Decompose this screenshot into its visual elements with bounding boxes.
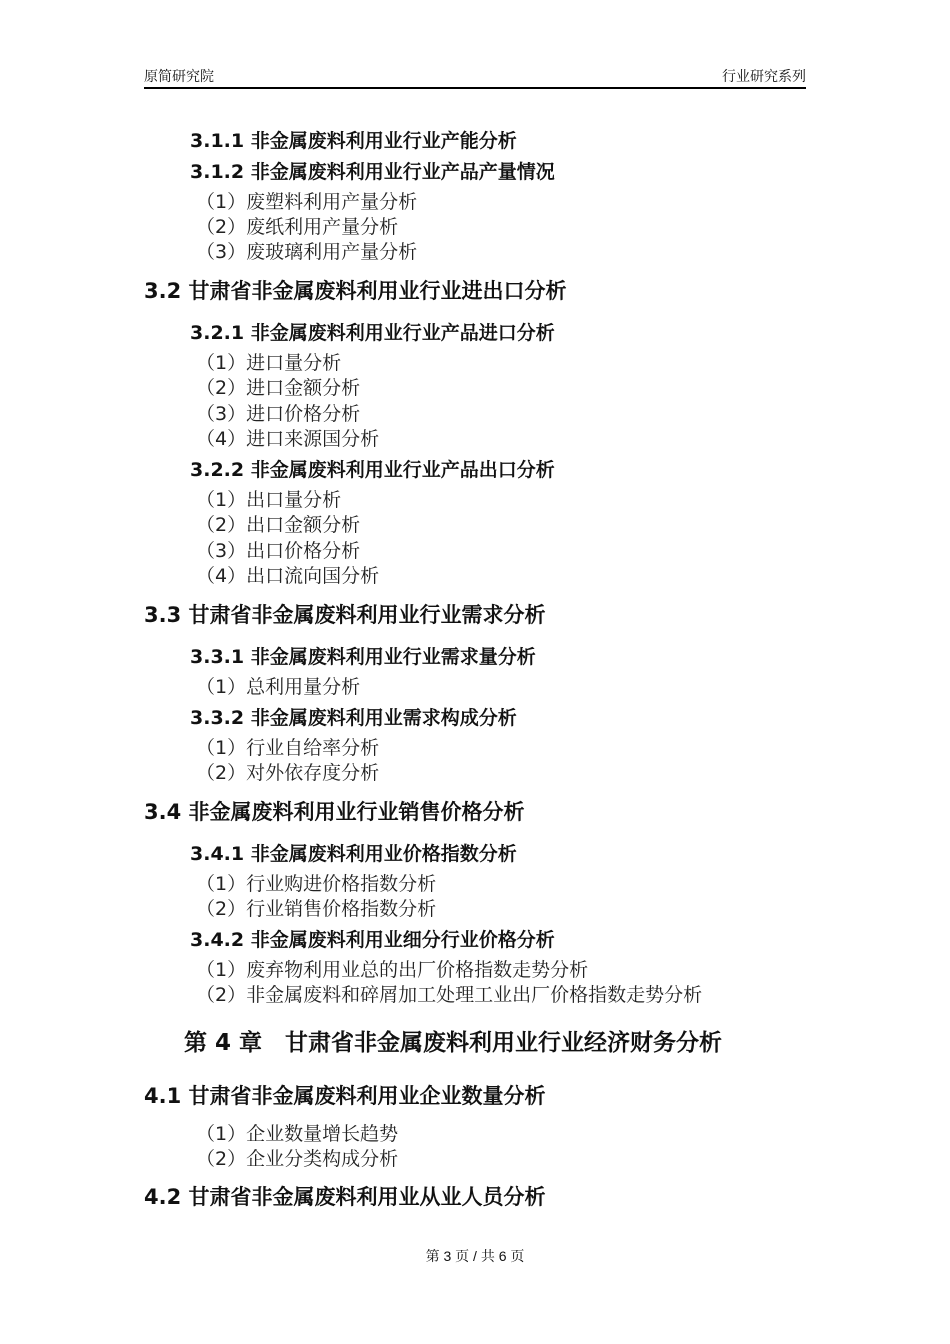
toc-entry: （1）进口量分析 <box>196 352 342 374</box>
toc-entry: 3.1.1 非金属废料利用业行业产能分析 <box>190 130 517 152</box>
toc-entry: （1）行业自给率分析 <box>196 737 380 759</box>
toc-entry: 4.1 甘肃省非金属废料利用业企业数量分析 <box>144 1084 546 1108</box>
toc-entry: （1）废塑料利用产量分析 <box>196 191 418 213</box>
toc-entry: （2）企业分类构成分析 <box>196 1148 399 1170</box>
header-organization: 原简研究院 <box>144 68 214 84</box>
header-divider <box>144 87 806 89</box>
toc-entry: 3.2 甘肃省非金属废料利用业行业进出口分析 <box>144 279 567 303</box>
toc-entry: （1）企业数量增长趋势 <box>196 1123 399 1145</box>
toc-entry: （1）行业购进价格指数分析 <box>196 873 437 895</box>
toc-entry: （2）出口金额分析 <box>196 514 361 536</box>
toc-entry: （2）进口金额分析 <box>196 377 361 399</box>
toc-entry: （2）废纸利用产量分析 <box>196 216 399 238</box>
toc-entry: （1）废弃物利用业总的出厂价格指数走势分析 <box>196 959 589 981</box>
header-series: 行业研究系列 <box>722 68 806 84</box>
toc-entry: 3.3.1 非金属废料利用业行业需求量分析 <box>190 646 536 668</box>
toc-entry: 4.2 甘肃省非金属废料利用业从业人员分析 <box>144 1185 546 1209</box>
toc-entry: （2）行业销售价格指数分析 <box>196 898 437 920</box>
toc-entry: （2）非金属废料和碎屑加工处理工业出厂价格指数走势分析 <box>196 984 703 1006</box>
page-number: 第 3 页 / 共 6 页 <box>425 1248 525 1264</box>
toc-entry: （1）总利用量分析 <box>196 676 361 698</box>
toc-entry: 3.4 非金属废料利用业行业销售价格分析 <box>144 800 525 824</box>
toc-entry: 3.4.2 非金属废料利用业细分行业价格分析 <box>190 929 555 951</box>
toc-entry: 3.1.2 非金属废料利用业行业产品产量情况 <box>190 161 555 183</box>
chapter-title: 第 4 章 甘肃省非金属废料利用业行业经济财务分析 <box>184 1030 723 1056</box>
toc-entry: 3.3 甘肃省非金属废料利用业行业需求分析 <box>144 603 546 627</box>
toc-entry: 3.3.2 非金属废料利用业需求构成分析 <box>190 707 517 729</box>
toc-entry: （3）废玻璃利用产量分析 <box>196 241 418 263</box>
toc-entry: （2）对外依存度分析 <box>196 762 380 784</box>
toc-entry: 3.2.1 非金属废料利用业行业产品进口分析 <box>190 322 555 344</box>
toc-entry: （3）出口价格分析 <box>196 540 361 562</box>
toc-entry: （4）进口来源国分析 <box>196 428 380 450</box>
toc-entry: （1）出口量分析 <box>196 489 342 511</box>
toc-entry: 3.4.1 非金属废料利用业价格指数分析 <box>190 843 517 865</box>
toc-entry: 3.2.2 非金属废料利用业行业产品出口分析 <box>190 459 555 481</box>
toc-entry: （4）出口流向国分析 <box>196 565 380 587</box>
toc-entry: （3）进口价格分析 <box>196 403 361 425</box>
